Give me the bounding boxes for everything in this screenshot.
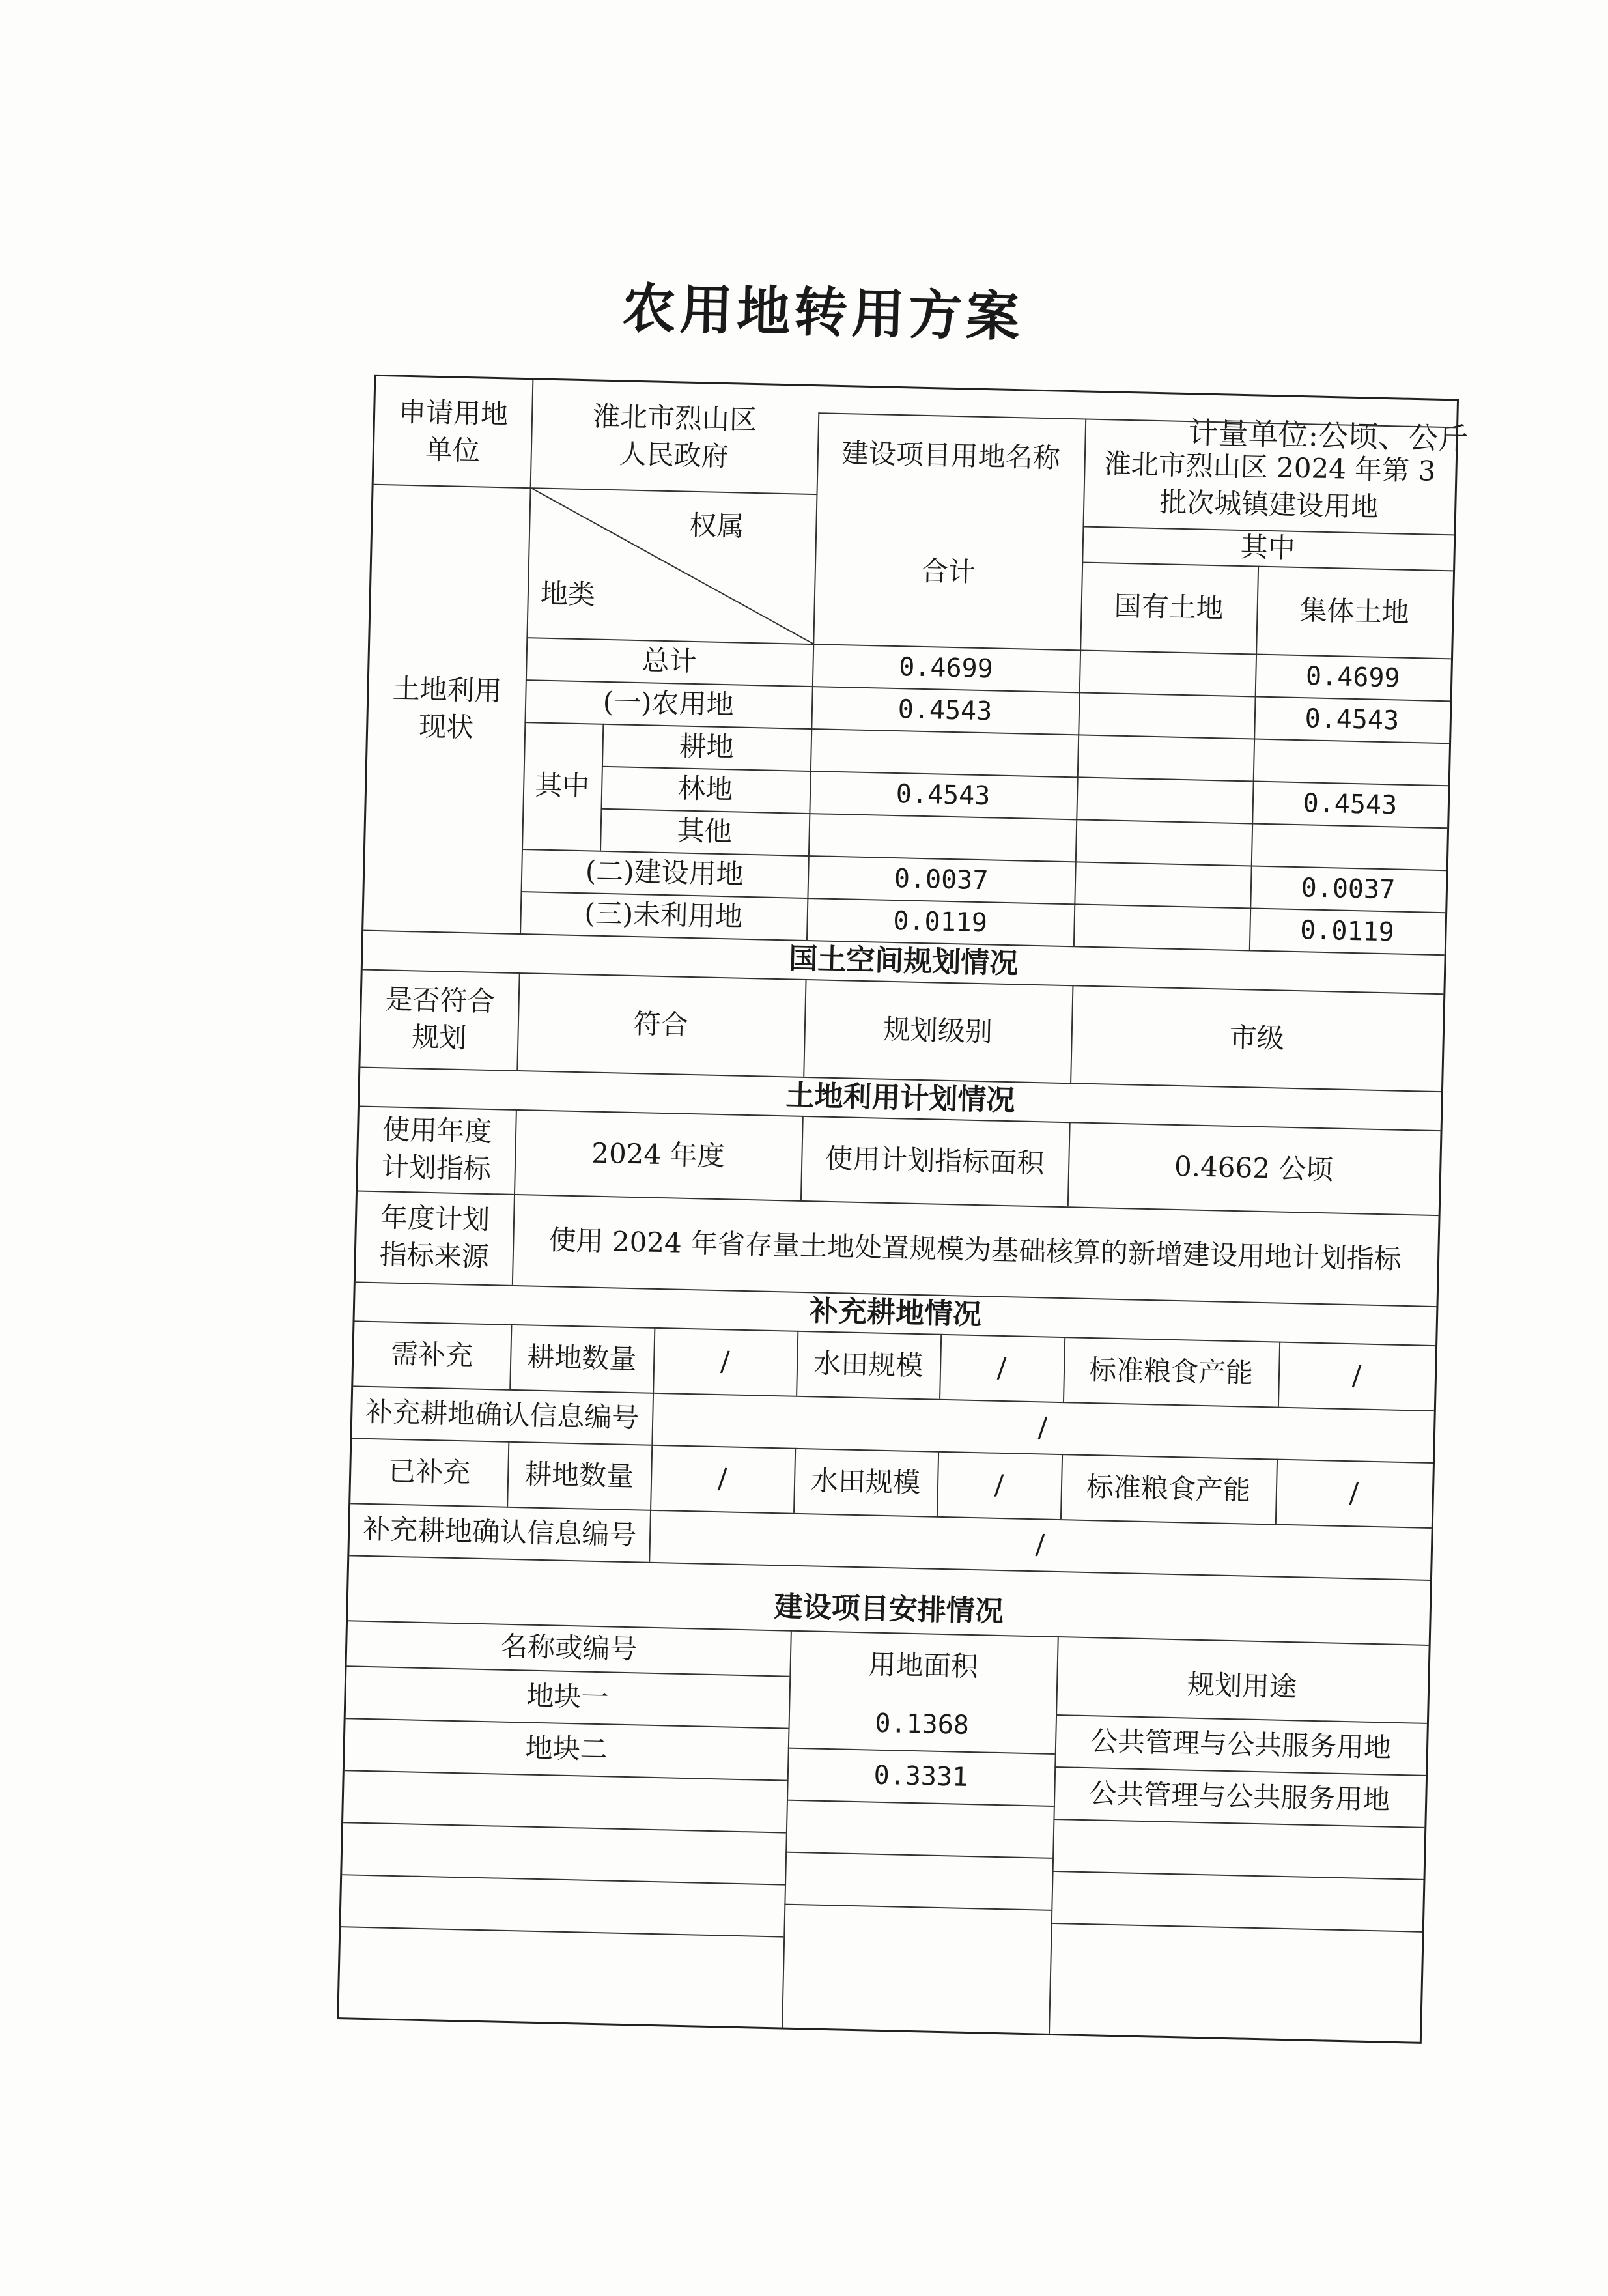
done-grain-value: / — [1349, 1476, 1359, 1509]
plan-source-label-line2: 指标来源 — [379, 1238, 490, 1273]
done-confirm-label: 补充耕地确认信息编号 — [362, 1512, 637, 1551]
plan-area-label: 使用计划指标面积 — [825, 1142, 1045, 1180]
need-confirm-label: 补充耕地确认信息编号 — [365, 1395, 640, 1434]
plan-source-label-line1: 年度计划 — [380, 1201, 490, 1236]
land-plan-header: 土地利用计划情况 — [785, 1079, 1016, 1118]
need-grain-label: 标准粮食产能 — [1088, 1353, 1254, 1389]
row-agri-collective: 0.4543 — [1305, 703, 1400, 736]
row-cultivated-state — [1077, 734, 1254, 780]
row-other-state — [1075, 819, 1252, 865]
done-grain-label: 标准粮食产能 — [1086, 1470, 1251, 1507]
conform-label-line1: 是否符合 — [385, 983, 496, 1018]
done-qty-value: / — [717, 1462, 727, 1495]
applicant-label-line1: 申请用地 — [398, 395, 509, 431]
row-label-forest: 林地 — [677, 772, 733, 806]
row-unused-sum: 0.0119 — [892, 905, 988, 938]
conversion-form — [337, 375, 1459, 2044]
done-paddy-value: / — [994, 1468, 1004, 1501]
row-construction-collective: 0.0037 — [1301, 872, 1396, 905]
project-row-4-name — [342, 1822, 786, 1884]
project-row-5-name — [341, 1874, 785, 1936]
col-area-header: 用地面积 — [868, 1648, 979, 1682]
project-name-line2: 批次城镇建设用地 — [1159, 485, 1379, 523]
need-qty-value: / — [720, 1344, 730, 1378]
applicant-value-line2: 人民政府 — [619, 437, 729, 472]
need-grain-value: / — [1351, 1359, 1362, 1392]
row-forest-state — [1076, 776, 1252, 823]
row-forest-collective: 0.4543 — [1303, 787, 1398, 821]
plan-year-value: 2024 年度 — [591, 1137, 726, 1172]
project-row-1-name: 地块一 — [526, 1679, 610, 1714]
row-unused-collective: 0.0119 — [1299, 914, 1395, 947]
row-label-other: 其他 — [677, 814, 733, 848]
planning-header: 国土空间规划情况 — [788, 942, 1019, 981]
need-qty-label: 耕地数量 — [526, 1340, 637, 1375]
applicant-value-line1: 淮北市烈山区 — [592, 400, 757, 436]
plan-source-label — [356, 1190, 514, 1284]
land-status-label-line1: 土地利用 — [391, 672, 503, 707]
need-confirm-value: / — [1037, 1410, 1048, 1443]
project-row-1-use: 公共管理与公共服务用地 — [1090, 1724, 1392, 1764]
done-supplement-label: 已补充 — [388, 1454, 471, 1489]
row-total-collective: 0.4699 — [1305, 660, 1401, 694]
project-row-2-area: 0.3331 — [873, 1760, 968, 1793]
project-row-1-area: 0.1368 — [874, 1708, 970, 1740]
diag-bottom-label: 地类 — [540, 577, 596, 611]
project-name-line1: 淮北市烈山区 2024 年第 3 — [1103, 447, 1436, 487]
plan-source-value: 使用 2024 年省存量土地处置规模为基础核算的新增建设用地计划指标 — [548, 1223, 1402, 1275]
row-total-state — [1079, 649, 1256, 696]
project-row-2-use: 公共管理与公共服务用地 — [1088, 1776, 1390, 1816]
need-paddy-label: 水田规模 — [813, 1347, 924, 1382]
applicant-label — [374, 376, 533, 487]
project-name-value — [1082, 438, 1456, 534]
done-confirm-value: / — [1035, 1527, 1045, 1561]
row-construction-sum: 0.0037 — [894, 863, 989, 896]
plan-area-value: 0.4662 公顷 — [1174, 1150, 1334, 1186]
col-of-which-header: 其中 — [1240, 531, 1296, 565]
need-paddy-value: / — [996, 1351, 1007, 1383]
projects-header: 建设项目安排情况 — [774, 1590, 1004, 1629]
project-row-3-name — [343, 1770, 787, 1832]
col-total-header: 合计 — [920, 554, 976, 588]
plan-level-value: 市级 — [1229, 1021, 1285, 1055]
row-label-agri: (一)农用地 — [602, 685, 735, 721]
plan-level-label: 规划级别 — [882, 1013, 993, 1048]
land-status-label-line2: 现状 — [418, 709, 474, 743]
of-which-row-label: 其中 — [534, 769, 590, 802]
conform-label-line2: 规划 — [411, 1021, 467, 1055]
row-label-unused: (三)未利用地 — [584, 897, 743, 933]
plan-year-label — [358, 1105, 516, 1193]
row-forest-sum: 0.4543 — [896, 778, 991, 811]
col-collective-header: 集体土地 — [1299, 594, 1410, 629]
col-use-header: 规划用途 — [1187, 1668, 1297, 1703]
row-label-cultivated: 耕地 — [679, 730, 735, 763]
row-label-total: 总计 — [642, 644, 698, 678]
plan-year-label-line1: 使用年度 — [382, 1113, 492, 1148]
col-state-header: 国有土地 — [1114, 589, 1224, 625]
farmland-header: 补充耕地情况 — [809, 1294, 982, 1332]
row-agri-sum: 0.4543 — [897, 694, 993, 726]
diagonal-line — [526, 487, 816, 644]
row-other-collective — [1251, 823, 1447, 870]
row-total-sum: 0.4699 — [898, 651, 994, 684]
row-unused-state — [1073, 903, 1250, 950]
diagonal-header — [526, 487, 816, 644]
need-supplement-label: 需补充 — [390, 1337, 473, 1372]
done-qty-label: 耕地数量 — [524, 1458, 634, 1492]
project-row-2-name: 地块二 — [525, 1731, 608, 1766]
diag-top-label: 权属 — [688, 509, 744, 543]
row-cultivated-sum — [810, 728, 1078, 776]
row-other-sum — [808, 813, 1076, 861]
row-agri-state — [1078, 692, 1254, 738]
applicant-label-line2: 单位 — [425, 433, 481, 466]
row-label-construction: (二)建设用地 — [585, 855, 744, 890]
land-status-label — [363, 484, 529, 933]
project-name-label: 建设项目用地名称 — [841, 437, 1061, 474]
unit-label: 计量单位:公顷、公斤 — [1188, 415, 1469, 457]
page-title: 农用地转用方案 — [621, 277, 1024, 349]
conform-label — [360, 969, 518, 1070]
applicant-value — [530, 380, 819, 494]
done-paddy-label: 水田规模 — [810, 1464, 921, 1499]
plan-year-label-line2: 计划指标 — [381, 1150, 492, 1185]
conform-value: 符合 — [633, 1007, 689, 1041]
col-name-header: 名称或编号 — [500, 1630, 638, 1665]
row-construction-state — [1074, 861, 1250, 907]
row-cultivated-collective — [1253, 738, 1449, 785]
